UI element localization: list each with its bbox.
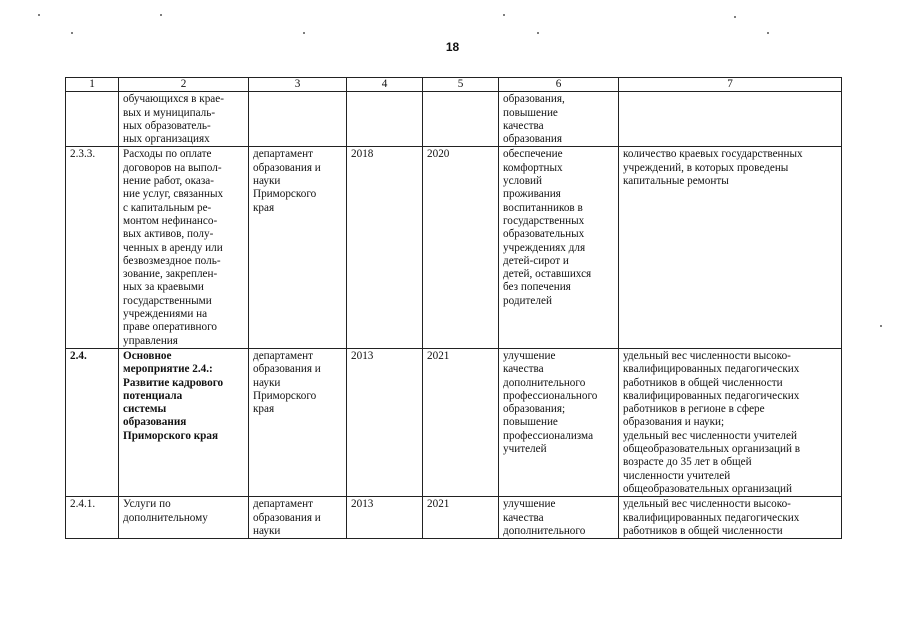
cell-indicator: [619, 92, 842, 147]
table-row: [66, 348, 842, 496]
cell-number: [66, 92, 119, 147]
cell-line: повышение: [503, 106, 558, 119]
cell-line: удельный вес численности учителей: [623, 429, 797, 442]
scan-speck: [160, 14, 162, 16]
table-body: [66, 92, 842, 539]
header-col-1: 1: [66, 78, 119, 92]
cell-line: Услуги по: [123, 498, 171, 511]
cell-line: ченных в аренду или: [123, 241, 223, 254]
cell-line: работников в общей численности: [623, 376, 783, 389]
cell-line: обучающихся в крае-: [123, 93, 224, 106]
cell-start-year: 2018: [347, 147, 423, 348]
cell-line: мероприятие 2.4.:: [123, 363, 213, 376]
cell-line: образования и: [253, 363, 321, 376]
cell-line: ние услуг, связанных: [123, 188, 224, 201]
cell-line: ных организациях: [123, 133, 210, 146]
cell-number: 2.4.: [66, 348, 119, 496]
cell-number: 2.4.1.: [66, 497, 119, 539]
cell-line: Расходы по оплате: [123, 148, 212, 161]
cell-line: Приморского: [253, 389, 317, 402]
cell-line: департамент: [253, 498, 313, 511]
cell-line: капитальные ремонты: [623, 175, 729, 188]
cell-line: зование, закреплен-: [123, 268, 218, 281]
header-col-2: 2: [119, 78, 249, 92]
cell-activity-name: [119, 497, 249, 539]
cell-line: работников в общей численности: [623, 524, 783, 537]
cell-line: государственных: [503, 214, 585, 227]
header-row: [66, 78, 842, 92]
cell-start-year: 2013: [347, 348, 423, 496]
cell-line: учреждений, в которых проведены: [623, 161, 789, 174]
program-table: [65, 77, 842, 539]
cell-indicator: [619, 147, 842, 348]
cell-expected-result: [499, 348, 619, 496]
cell-line: образования и: [253, 161, 321, 174]
cell-start-year: [347, 92, 423, 147]
cell-end-year: 2020: [423, 147, 499, 348]
cell-line: квалифицированных педагогических: [623, 389, 800, 402]
cell-line: науки: [253, 175, 281, 188]
cell-line: работников в регионе в сфере: [623, 403, 765, 416]
cell-line: края: [253, 403, 275, 416]
cell-line: монтом нефинансо-: [123, 214, 218, 227]
table-row: [66, 497, 842, 539]
cell-line: численности учителей: [623, 469, 731, 482]
cell-line: качества: [503, 363, 544, 376]
cell-line: образования и: [253, 511, 321, 524]
cell-line: образовательных: [503, 228, 585, 241]
cell-line: проживания: [503, 188, 561, 201]
cell-line: вых и муниципаль-: [123, 106, 216, 119]
cell-line: департамент: [253, 349, 313, 362]
cell-line: воспитанников в: [503, 201, 583, 214]
cell-line: потенциала: [123, 389, 183, 402]
cell-line: общеобразовательных организаций: [623, 482, 792, 495]
header-col-5: 5: [423, 78, 499, 92]
cell-line: учреждениях для: [503, 241, 586, 254]
cell-line: возрасте до 35 лет в общей: [623, 456, 752, 469]
cell-line: профессионального: [503, 389, 598, 402]
cell-activity-name: [119, 348, 249, 496]
cell-line: общеобразовательных организаций в: [623, 443, 801, 456]
cell-line: обеспечение: [503, 148, 563, 161]
cell-line: ных образователь-: [123, 119, 211, 132]
cell-indicator: [619, 497, 842, 539]
cell-line: Развитие кадрового: [123, 376, 224, 389]
cell-line: государственными: [123, 294, 212, 307]
cell-line: дополнительного: [503, 524, 586, 537]
cell-end-year: 2021: [423, 497, 499, 539]
cell-start-year: 2013: [347, 497, 423, 539]
cell-line: праве оперативного: [123, 321, 217, 334]
cell-activity-name: [119, 147, 249, 348]
cell-line: образования: [123, 416, 187, 429]
cell-line: науки: [253, 376, 281, 389]
cell-activity-name: [119, 92, 249, 147]
cell-line: без попечения: [503, 281, 571, 294]
cell-line: науки: [253, 524, 281, 537]
table-row: [66, 147, 842, 348]
cell-line: квалифицированных педагогических: [623, 363, 800, 376]
scan-speck: [537, 32, 539, 34]
cell-line: безвозмездное поль-: [123, 254, 221, 267]
cell-line: квалифицированных педагогических: [623, 511, 800, 524]
cell-line: края: [253, 201, 275, 214]
scan-speck: [734, 16, 736, 18]
page-number: 18: [445, 40, 460, 54]
cell-line: образования,: [503, 93, 565, 106]
scan-speck: [303, 32, 305, 34]
cell-expected-result: [499, 497, 619, 539]
scan-speck: [71, 32, 73, 34]
cell-line: Основное: [123, 349, 172, 362]
cell-number: 2.3.3.: [66, 147, 119, 348]
scan-speck: [503, 14, 505, 16]
cell-line: системы: [123, 403, 167, 416]
cell-line: вых активов, полу-: [123, 228, 214, 241]
scan-speck: [880, 325, 882, 327]
cell-indicator: [619, 348, 842, 496]
cell-line: образования;: [503, 403, 566, 416]
cell-line: учреждениями на: [123, 308, 208, 321]
cell-line: качества: [503, 511, 544, 524]
scan-speck: [767, 32, 769, 34]
scan-speck: [38, 14, 40, 16]
cell-expected-result: [499, 147, 619, 348]
cell-line: качества: [503, 119, 544, 132]
cell-line: Приморского: [253, 188, 317, 201]
cell-line: повышение: [503, 416, 558, 429]
cell-line: договоров на выпол-: [123, 161, 222, 174]
cell-line: дополнительного: [503, 376, 586, 389]
cell-executor: [249, 348, 347, 496]
cell-line: управления: [123, 334, 178, 347]
cell-line: образования и науки;: [623, 416, 725, 429]
cell-line: детей-сирот и: [503, 254, 569, 267]
header-col-4: 4: [347, 78, 423, 92]
cell-line: детей, оставшихся: [503, 268, 592, 281]
cell-executor: [249, 147, 347, 348]
cell-executor: [249, 497, 347, 539]
cell-line: количество краевых государственных: [623, 148, 803, 161]
header-col-3: 3: [249, 78, 347, 92]
cell-line: Приморского края: [123, 429, 219, 442]
cell-line: удельный вес численности высоко-: [623, 498, 791, 511]
table-row: [66, 92, 842, 147]
cell-line: учителей: [503, 443, 547, 456]
cell-line: профессионализма: [503, 429, 594, 442]
cell-line: условий: [503, 175, 542, 188]
cell-line: департамент: [253, 148, 313, 161]
cell-line: удельный вес численности высоко-: [623, 349, 791, 362]
cell-line: улучшение: [503, 498, 556, 511]
cell-executor: [249, 92, 347, 147]
cell-line: дополнительному: [123, 511, 208, 524]
cell-line: с капитальным ре-: [123, 201, 212, 214]
header-col-7: 7: [619, 78, 842, 92]
cell-line: нение работ, оказа-: [123, 175, 214, 188]
cell-line: улучшение: [503, 349, 556, 362]
cell-end-year: [423, 92, 499, 147]
cell-expected-result: [499, 92, 619, 147]
cell-end-year: 2021: [423, 348, 499, 496]
header-col-6: 6: [499, 78, 619, 92]
cell-line: образования: [503, 133, 563, 146]
cell-line: ных за краевыми: [123, 281, 204, 294]
cell-line: родителей: [503, 294, 552, 307]
cell-line: комфортных: [503, 161, 563, 174]
